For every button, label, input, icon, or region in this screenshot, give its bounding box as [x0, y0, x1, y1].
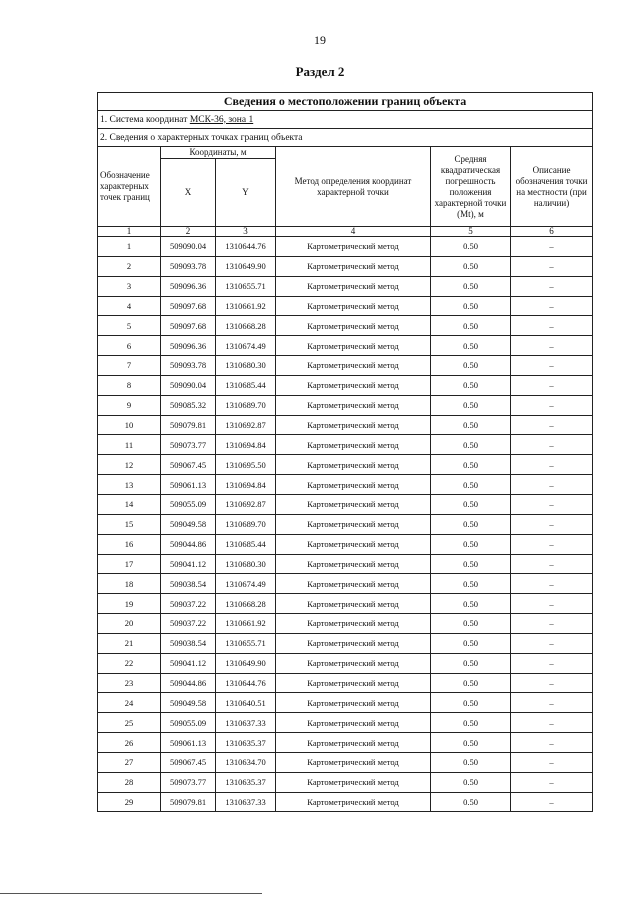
- table-row: [98, 614, 593, 634]
- description-cell: –: [511, 395, 593, 415]
- col-number: 2: [161, 227, 216, 237]
- point-number: 8: [98, 375, 161, 395]
- coord-y: 1310694.84: [216, 435, 276, 455]
- error-cell: 0.50: [431, 276, 511, 296]
- method-cell: Картометрический метод: [276, 276, 431, 296]
- table-row: [98, 356, 593, 376]
- point-number: 27: [98, 752, 161, 772]
- description-cell: –: [511, 256, 593, 276]
- table-row: [98, 594, 593, 614]
- method-cell: Картометрический метод: [276, 415, 431, 435]
- error-cell: 0.50: [431, 633, 511, 653]
- method-cell: Картометрический метод: [276, 574, 431, 594]
- point-number: 6: [98, 336, 161, 356]
- table-row: [98, 336, 593, 356]
- description-cell: –: [511, 316, 593, 336]
- coord-y: 1310689.70: [216, 395, 276, 415]
- error-cell: 0.50: [431, 752, 511, 772]
- point-number: 10: [98, 415, 161, 435]
- table-row: [98, 237, 593, 257]
- error-cell: 0.50: [431, 772, 511, 792]
- method-cell: Картометрический метод: [276, 693, 431, 713]
- error-cell: 0.50: [431, 375, 511, 395]
- coord-x: 509055.09: [161, 494, 216, 514]
- table-row: [98, 574, 593, 594]
- coord-x: 509061.13: [161, 475, 216, 495]
- column-number-row: [98, 227, 593, 237]
- coord-y: 1310694.84: [216, 475, 276, 495]
- description-cell: –: [511, 336, 593, 356]
- table-row: [98, 733, 593, 753]
- description-cell: –: [511, 653, 593, 673]
- page-number: 19: [314, 33, 326, 47]
- point-number: 19: [98, 594, 161, 614]
- point-number: 26: [98, 733, 161, 753]
- coord-x: 509037.22: [161, 614, 216, 634]
- point-number: 1: [98, 237, 161, 257]
- table-row: [98, 772, 593, 792]
- coord-x: 509041.12: [161, 653, 216, 673]
- coord-y: 1310655.71: [216, 633, 276, 653]
- error-cell: 0.50: [431, 693, 511, 713]
- method-cell: Картометрический метод: [276, 514, 431, 534]
- col-number: 5: [431, 227, 511, 237]
- method-cell: Картометрический метод: [276, 733, 431, 753]
- error-cell: 0.50: [431, 316, 511, 336]
- coord-y: 1310649.90: [216, 256, 276, 276]
- coord-y: 1310635.37: [216, 733, 276, 753]
- coord-x: 509041.12: [161, 554, 216, 574]
- point-number: 28: [98, 772, 161, 792]
- description-cell: –: [511, 693, 593, 713]
- point-number: 3: [98, 276, 161, 296]
- error-cell: 0.50: [431, 514, 511, 534]
- coord-x: 509073.77: [161, 435, 216, 455]
- coord-x: 509049.58: [161, 693, 216, 713]
- coord-y: 1310680.30: [216, 356, 276, 376]
- table-row: [98, 435, 593, 455]
- description-cell: –: [511, 296, 593, 316]
- point-number: 9: [98, 395, 161, 415]
- point-number: 2: [98, 256, 161, 276]
- error-cell: 0.50: [431, 336, 511, 356]
- table-row: [98, 276, 593, 296]
- error-cell: 0.50: [431, 475, 511, 495]
- coord-y: 1310692.87: [216, 415, 276, 435]
- description-cell: –: [511, 415, 593, 435]
- coord-x: 509097.68: [161, 316, 216, 336]
- point-number: 22: [98, 653, 161, 673]
- footnote-rule: [0, 893, 262, 894]
- table-row: [98, 494, 593, 514]
- coord-x: 509085.32: [161, 395, 216, 415]
- description-cell: –: [511, 614, 593, 634]
- method-cell: Картометрический метод: [276, 237, 431, 257]
- method-cell: Картометрический метод: [276, 653, 431, 673]
- error-cell: 0.50: [431, 733, 511, 753]
- header-y: Y: [216, 159, 276, 227]
- coord-x: 509093.78: [161, 256, 216, 276]
- coord-x: 509067.45: [161, 752, 216, 772]
- coord-x: 509090.04: [161, 237, 216, 257]
- error-cell: 0.50: [431, 395, 511, 415]
- coord-x: 509061.13: [161, 733, 216, 753]
- method-cell: Картометрический метод: [276, 256, 431, 276]
- coord-x: 509090.04: [161, 375, 216, 395]
- method-cell: Картометрический метод: [276, 614, 431, 634]
- description-cell: –: [511, 772, 593, 792]
- coord-y: 1310692.87: [216, 494, 276, 514]
- coord-system: [98, 111, 593, 129]
- coord-y: 1310644.76: [216, 673, 276, 693]
- method-cell: Картометрический метод: [276, 792, 431, 812]
- description-cell: –: [511, 276, 593, 296]
- method-cell: Картометрический метод: [276, 772, 431, 792]
- method-cell: Картометрический метод: [276, 673, 431, 693]
- description-cell: –: [511, 435, 593, 455]
- header-coords: Координаты, м: [161, 147, 276, 159]
- error-cell: 0.50: [431, 256, 511, 276]
- table-title: Сведения о местоположении границ объекта: [98, 93, 593, 111]
- coord-y: 1310674.49: [216, 574, 276, 594]
- coord-y: 1310689.70: [216, 514, 276, 534]
- method-cell: Картометрический метод: [276, 594, 431, 614]
- point-number: 11: [98, 435, 161, 455]
- description-cell: –: [511, 633, 593, 653]
- description-cell: –: [511, 375, 593, 395]
- description-cell: –: [511, 733, 593, 753]
- error-cell: 0.50: [431, 435, 511, 455]
- method-cell: Картометрический метод: [276, 633, 431, 653]
- point-number: 24: [98, 693, 161, 713]
- point-number: 29: [98, 792, 161, 812]
- header-point: Обозначение характерных точек границ: [98, 147, 161, 227]
- coord-y: 1310634.70: [216, 752, 276, 772]
- point-number: 7: [98, 356, 161, 376]
- point-number: 12: [98, 455, 161, 475]
- col-number: 3: [216, 227, 276, 237]
- header-description: Описание обозначения точки на местности (при наличии): [511, 147, 593, 227]
- coord-system-prefix: 1. Система координат: [100, 114, 190, 125]
- description-cell: –: [511, 494, 593, 514]
- coord-y: 1310649.90: [216, 653, 276, 673]
- point-number: 13: [98, 475, 161, 495]
- header-method: Метод определения координат характерной точки: [276, 147, 431, 227]
- col-number: 1: [98, 227, 161, 237]
- point-number: 18: [98, 574, 161, 594]
- table-row: [98, 415, 593, 435]
- description-cell: –: [511, 752, 593, 772]
- table-row: [98, 554, 593, 574]
- coord-x: 509044.86: [161, 673, 216, 693]
- coord-y: 1310644.76: [216, 237, 276, 257]
- error-cell: 0.50: [431, 673, 511, 693]
- coord-y: 1310640.51: [216, 693, 276, 713]
- error-cell: 0.50: [431, 554, 511, 574]
- coord-x: 509097.68: [161, 296, 216, 316]
- description-cell: –: [511, 534, 593, 554]
- table-row: [98, 673, 593, 693]
- coord-x: 509096.36: [161, 336, 216, 356]
- description-cell: –: [511, 673, 593, 693]
- method-cell: Картометрический метод: [276, 356, 431, 376]
- error-cell: 0.50: [431, 594, 511, 614]
- point-number: 21: [98, 633, 161, 653]
- method-cell: Картометрический метод: [276, 475, 431, 495]
- error-cell: 0.50: [431, 455, 511, 475]
- coord-x: 509037.22: [161, 594, 216, 614]
- table-row: [98, 455, 593, 475]
- coord-x: 509067.45: [161, 455, 216, 475]
- table-row: [98, 713, 593, 733]
- method-cell: Картометрический метод: [276, 395, 431, 415]
- method-cell: Картометрический метод: [276, 336, 431, 356]
- table-row: [98, 256, 593, 276]
- coord-y: 1310661.92: [216, 614, 276, 634]
- table-row: [98, 653, 593, 673]
- col-number: 6: [511, 227, 593, 237]
- error-cell: 0.50: [431, 653, 511, 673]
- description-cell: –: [511, 594, 593, 614]
- description-cell: –: [511, 792, 593, 812]
- point-number: 20: [98, 614, 161, 634]
- description-cell: –: [511, 514, 593, 534]
- error-cell: 0.50: [431, 614, 511, 634]
- error-cell: 0.50: [431, 534, 511, 554]
- method-cell: Картометрический метод: [276, 713, 431, 733]
- coord-x: 509079.81: [161, 792, 216, 812]
- header-error: Средняя квадратическая погрешность положения характерной точки (Mt), м: [431, 147, 511, 227]
- error-cell: 0.50: [431, 237, 511, 257]
- method-cell: Картометрический метод: [276, 534, 431, 554]
- table-row: [98, 316, 593, 336]
- description-cell: –: [511, 713, 593, 733]
- description-cell: –: [511, 554, 593, 574]
- description-cell: –: [511, 237, 593, 257]
- table-row: [98, 514, 593, 534]
- coord-x: 509093.78: [161, 356, 216, 376]
- method-cell: Картометрический метод: [276, 752, 431, 772]
- col-number: 4: [276, 227, 431, 237]
- error-cell: 0.50: [431, 415, 511, 435]
- table-row: [98, 296, 593, 316]
- coord-y: 1310685.44: [216, 375, 276, 395]
- table-row: [98, 534, 593, 554]
- error-cell: 0.50: [431, 296, 511, 316]
- description-cell: –: [511, 356, 593, 376]
- coord-y: 1310695.50: [216, 455, 276, 475]
- table-row: [98, 475, 593, 495]
- table-row: [98, 693, 593, 713]
- description-cell: –: [511, 574, 593, 594]
- section-heading: Раздел 2: [295, 64, 345, 79]
- coord-y: 1310668.28: [216, 316, 276, 336]
- method-cell: Картометрический метод: [276, 316, 431, 336]
- header-x: X: [161, 159, 216, 227]
- coord-x: 509096.36: [161, 276, 216, 296]
- error-cell: 0.50: [431, 494, 511, 514]
- coord-y: 1310668.28: [216, 594, 276, 614]
- method-cell: Картометрический метод: [276, 455, 431, 475]
- point-number: 5: [98, 316, 161, 336]
- coord-x: 509038.54: [161, 633, 216, 653]
- coord-y: 1310674.49: [216, 336, 276, 356]
- method-cell: Картометрический метод: [276, 435, 431, 455]
- error-cell: 0.50: [431, 356, 511, 376]
- point-number: 15: [98, 514, 161, 534]
- error-cell: 0.50: [431, 713, 511, 733]
- boundary-table: [97, 92, 593, 812]
- method-cell: Картометрический метод: [276, 494, 431, 514]
- coord-x: 509044.86: [161, 534, 216, 554]
- table-row: [98, 375, 593, 395]
- point-number: 25: [98, 713, 161, 733]
- coord-y: 1310680.30: [216, 554, 276, 574]
- method-cell: Картометрический метод: [276, 554, 431, 574]
- coord-y: 1310637.33: [216, 713, 276, 733]
- point-number: 14: [98, 494, 161, 514]
- coord-x: 509049.58: [161, 514, 216, 534]
- description-cell: –: [511, 475, 593, 495]
- point-number: 4: [98, 296, 161, 316]
- coord-x: 509055.09: [161, 713, 216, 733]
- table-row: [98, 752, 593, 772]
- coord-y: 1310655.71: [216, 276, 276, 296]
- method-cell: Картометрический метод: [276, 296, 431, 316]
- point-number: 23: [98, 673, 161, 693]
- table-row: [98, 792, 593, 812]
- characteristics-line: 2. Сведения о характерных точках границ объекта: [98, 129, 593, 147]
- coord-system-value: МСК-36, зона 1: [189, 114, 254, 125]
- table-row: [98, 633, 593, 653]
- point-number: 16: [98, 534, 161, 554]
- table-row: [98, 395, 593, 415]
- error-cell: 0.50: [431, 574, 511, 594]
- coord-y: 1310685.44: [216, 534, 276, 554]
- coord-x: 509079.81: [161, 415, 216, 435]
- coord-x: 509073.77: [161, 772, 216, 792]
- description-cell: –: [511, 455, 593, 475]
- coord-x: 509038.54: [161, 574, 216, 594]
- method-cell: Картометрический метод: [276, 375, 431, 395]
- coord-y: 1310661.92: [216, 296, 276, 316]
- coord-y: 1310635.37: [216, 772, 276, 792]
- coord-y: 1310637.33: [216, 792, 276, 812]
- point-number: 17: [98, 554, 161, 574]
- error-cell: 0.50: [431, 792, 511, 812]
